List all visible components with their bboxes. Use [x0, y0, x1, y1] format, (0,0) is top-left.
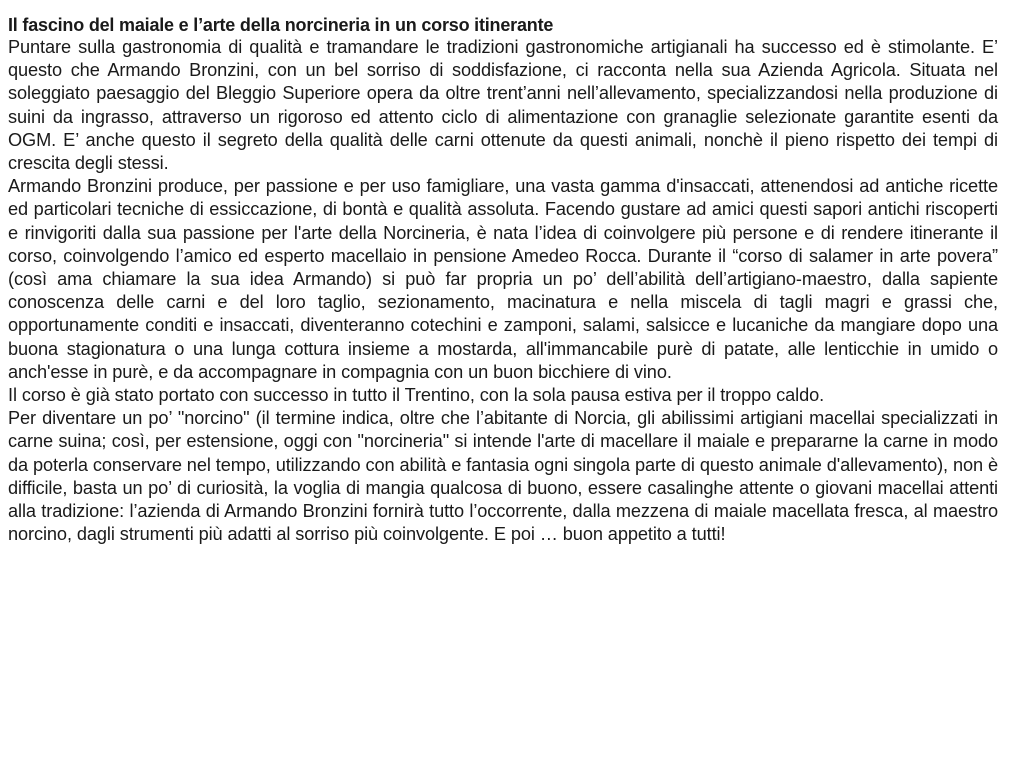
article-paragraph-1: Puntare sulla gastronomia di qualità e tramandare le tradizioni gastronomiche artigianali ha successo ed è stimolante. E’ questo che Armando Bronzini, con un bel sorriso di soddisfazione, ci racconta nella sua Azienda Agricola. Situata nel soleggiato paesaggio del Bleggio Superiore opera da oltre trent’anni nell’allevamento, specializzandosi nella produzione di suini da ingrasso, attraverso un rigoroso ed attento ciclo di alimentazione con granaglie selezionate garantite esenti da OGM. E’ anche questo il segreto della qualità delle carni ottenute da questi animali, nonchè il pieno rispetto dei tempi di crescita degli stessi.: [8, 37, 998, 174]
article-title: Il fascino del maiale e l’arte della norcineria in un corso itinerante: [8, 15, 554, 35]
article: [8, 14, 998, 760]
article-paragraph-3: Il corso è già stato portato con successo in tutto il Trentino, con la sola pausa estiva per il troppo caldo.: [8, 385, 825, 406]
article-paragraph-2: Armando Bronzini produce, per passione e per uso famigliare, una vasta gamma d'insaccati, attenendosi ad antiche ricette ed particolari tecniche di essiccazione, di bontà e qualità assoluta. Facendo gustare ad amici questi sapori antichi riscoperti e rinvigoriti dalla sua passione per l'arte della Norcineria, è nata l’idea di coinvolgere più persone e di rendere itinerante il corso, coinvolgendo l’amico ed esperto macellaio in pensione Amedeo Rocca. Durante il “corso di salamer in arte povera” (così ama chiamare la sua idea Armando) si può far propria un po’ dell’abilità dell’artigiano-maestro, dalla sapiente conoscenza delle carni e del loro taglio, sezionamento, macinatura e nella miscela di tagli magri e grassi che, opportunamente conditi e insaccati, diventeranno cotechini e zamponi, salami, salsicce e lucaniche da mangiare dopo una buona stagionatura o una lunga cottura insieme a mostarda, all'immancabile purè di patate, alle lenticchie in umido o anch'esse in purè, e da accompagnare in compagnia con un buon bicchiere di vino.: [8, 176, 998, 382]
article-paragraph-4: Per diventare un po’ "norcino" (il termine indica, oltre che l’abitante di Norcia, gli abilissimi artigiani macellai specializzati in carne suina; così, per estensione, oggi con "norcineria" si intende l'arte di macellare il maiale e prepararne la carne in modo da poterla conservare nel tempo, utilizzando con abilità e fantasia ogni singola parte di questo animale d'allevamento), non è difficile, basta un po’ di curiosità, la voglia di mangia qualcosa di buono, essere casalinghe attente o giovani macellai attenti alla tradizione: l’azienda di Armando Bronzini fornirà tutto l’occorrente, dalla mezzena di maiale macellata fresca, al maestro norcino, dagli strumenti più adatti al sorriso più coinvolgente. E poi … buon appetito a tutti!: [8, 408, 998, 545]
